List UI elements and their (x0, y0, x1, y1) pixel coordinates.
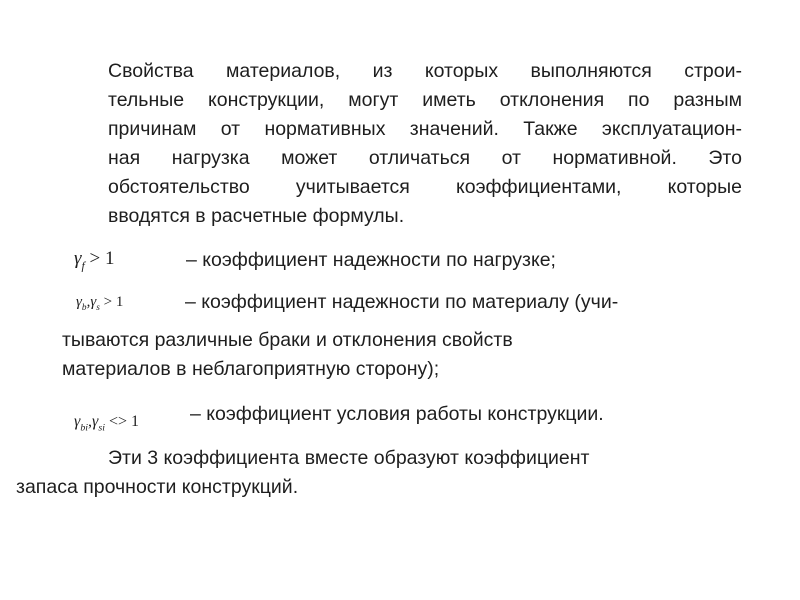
coefficient-description-continued: тываются различные браки и отклонения свойств (62, 329, 513, 351)
formula-subscript: s (96, 303, 100, 314)
intro-line: Свойства материалов, из которых выполняются строи- (108, 60, 742, 82)
conclusion-paragraph (16, 444, 742, 502)
coefficient-description: – коэффициент надежности по нагрузке; (186, 249, 556, 271)
formula-symbol: γ (76, 294, 82, 310)
intro-line: обстоятельство учитывается коэффициентами, которые (108, 176, 742, 198)
intro-line: вводятся в расчетные формулы. (108, 205, 405, 227)
coefficient-description: – коэффициент надежности по материалу (учи- (185, 291, 619, 313)
coefficient-description: – коэффициент условия работы конструкции. (190, 403, 604, 425)
formula-gamma-bi-si: $\gamma_{bi},\gamma_{si} <> 1$ (74, 413, 139, 434)
coefficient-description-continued: материалов в неблагоприятную сторону); (62, 358, 440, 380)
formula-symbol: γ (74, 413, 81, 430)
formula-symbol: γ (90, 294, 97, 310)
formula-subscript: bi (80, 422, 89, 434)
formula-gamma-b-s: $\gamma_b,\gamma_s > 1$ (76, 294, 124, 314)
intro-paragraph (62, 57, 742, 231)
conclusion-line: Эти 3 коэффициента вместе образуют коэффициент (108, 447, 590, 469)
formula-relation: > 1 (89, 248, 115, 269)
formula-subscript: si (98, 422, 105, 434)
formula-relation: <> 1 (108, 413, 139, 430)
formula-subscript: f (81, 259, 85, 273)
formula-symbol: γ (92, 413, 99, 430)
formula-symbol: γ (74, 248, 82, 269)
formula-subscript: b (81, 303, 87, 314)
conclusion-line: запаса прочности конструкций. (16, 476, 299, 498)
intro-line: причинам от нормативных значений. Также эксплуатацион- (108, 118, 742, 140)
intro-line: тельные конструкции, могут иметь отклонения по разным (108, 89, 742, 111)
formula-gamma-f (74, 248, 115, 273)
intro-line: ная нагрузка может отличаться от нормативной. Это (108, 147, 742, 169)
formula-relation: > 1 (103, 294, 124, 310)
